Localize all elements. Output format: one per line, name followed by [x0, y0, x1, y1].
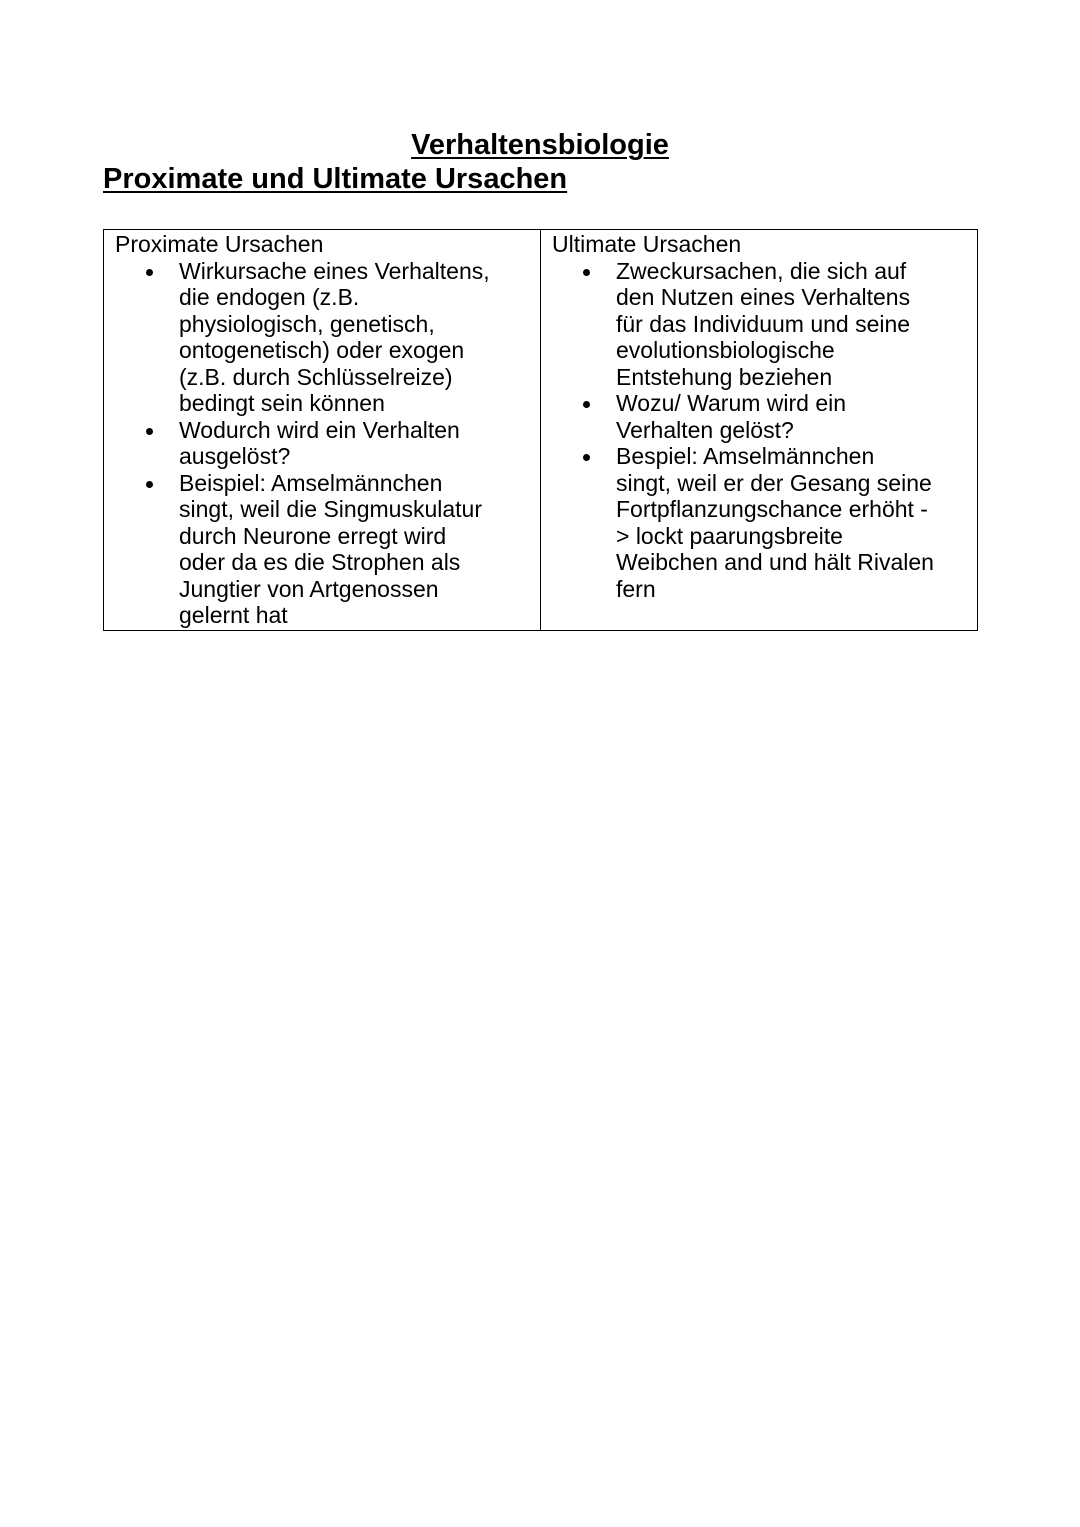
text-line: Bespiel: Amselmännchen	[616, 443, 875, 469]
bullet-icon	[583, 401, 590, 408]
text-line: (z.B. durch Schlüsselreize)	[179, 363, 453, 390]
text-line: ausgelöst?	[179, 443, 291, 469]
list-item	[541, 443, 977, 602]
text-line: Wozu/ Warum wird ein	[616, 390, 847, 416]
bullet-icon	[146, 481, 153, 488]
text-line: ontogenetisch) oder exogen	[179, 337, 465, 363]
bullet-icon	[146, 428, 153, 435]
text-line: oder da es die Strophen als	[179, 549, 461, 575]
table-row	[104, 230, 978, 631]
text-line: Wirkursache eines Verhaltens,	[179, 257, 490, 284]
text-line: bedingt sein können	[179, 390, 385, 416]
comparison-table	[103, 229, 978, 631]
list-item	[541, 390, 977, 443]
list-item	[104, 417, 540, 470]
bullet-icon	[583, 269, 590, 276]
text-line: durch Neurone erregt wird	[179, 522, 447, 549]
text-line: Jungtier von Artgenossen	[179, 575, 439, 602]
proximate-column	[104, 230, 541, 631]
list-item	[104, 470, 540, 629]
page-title-text: Verhaltensbiologie	[411, 129, 669, 161]
text-line: physiologisch, genetisch,	[179, 310, 435, 337]
text-line: die endogen (z.B.	[179, 284, 360, 310]
ultimate-list	[541, 258, 977, 603]
list-item	[541, 258, 977, 391]
text-line: Beispiel: Amselmännchen	[179, 469, 443, 496]
bullet-icon	[146, 269, 153, 276]
text-line: evolutionsbiologische	[616, 337, 835, 363]
ultimate-heading: Ultimate Ursachen	[552, 231, 742, 257]
proximate-heading: Proximate Ursachen	[115, 231, 324, 257]
text-line: für das Individuum und seine	[616, 310, 911, 337]
bullet-icon	[583, 454, 590, 461]
page-subtitle: Proximate und Ultimate Ursachen	[103, 163, 568, 195]
text-line: Entstehung beziehen	[616, 363, 833, 390]
text-line: gelernt hat	[179, 602, 288, 628]
text-line: Zweckursachen, die sich auf	[616, 257, 907, 284]
page-title	[0, 128, 1080, 162]
text-line: singt, weil die Singmuskulatur	[179, 496, 482, 522]
ultimate-column	[541, 230, 978, 631]
text-line: singt, weil er der Gesang seine	[616, 469, 932, 496]
text-line: Weibchen and und hält Rivalen	[616, 549, 934, 575]
list-item	[104, 258, 540, 417]
text-line: Verhalten gelöst?	[616, 416, 794, 443]
text-line: den Nutzen eines Verhaltens	[616, 284, 911, 310]
text-line: Fortpflanzungschance erhöht -	[616, 496, 928, 522]
text-line: > lockt paarungsbreite	[616, 522, 843, 549]
text-line: Wodurch wird ein Verhalten	[179, 416, 460, 443]
proximate-list	[104, 258, 540, 629]
text-line: fern	[616, 575, 656, 602]
